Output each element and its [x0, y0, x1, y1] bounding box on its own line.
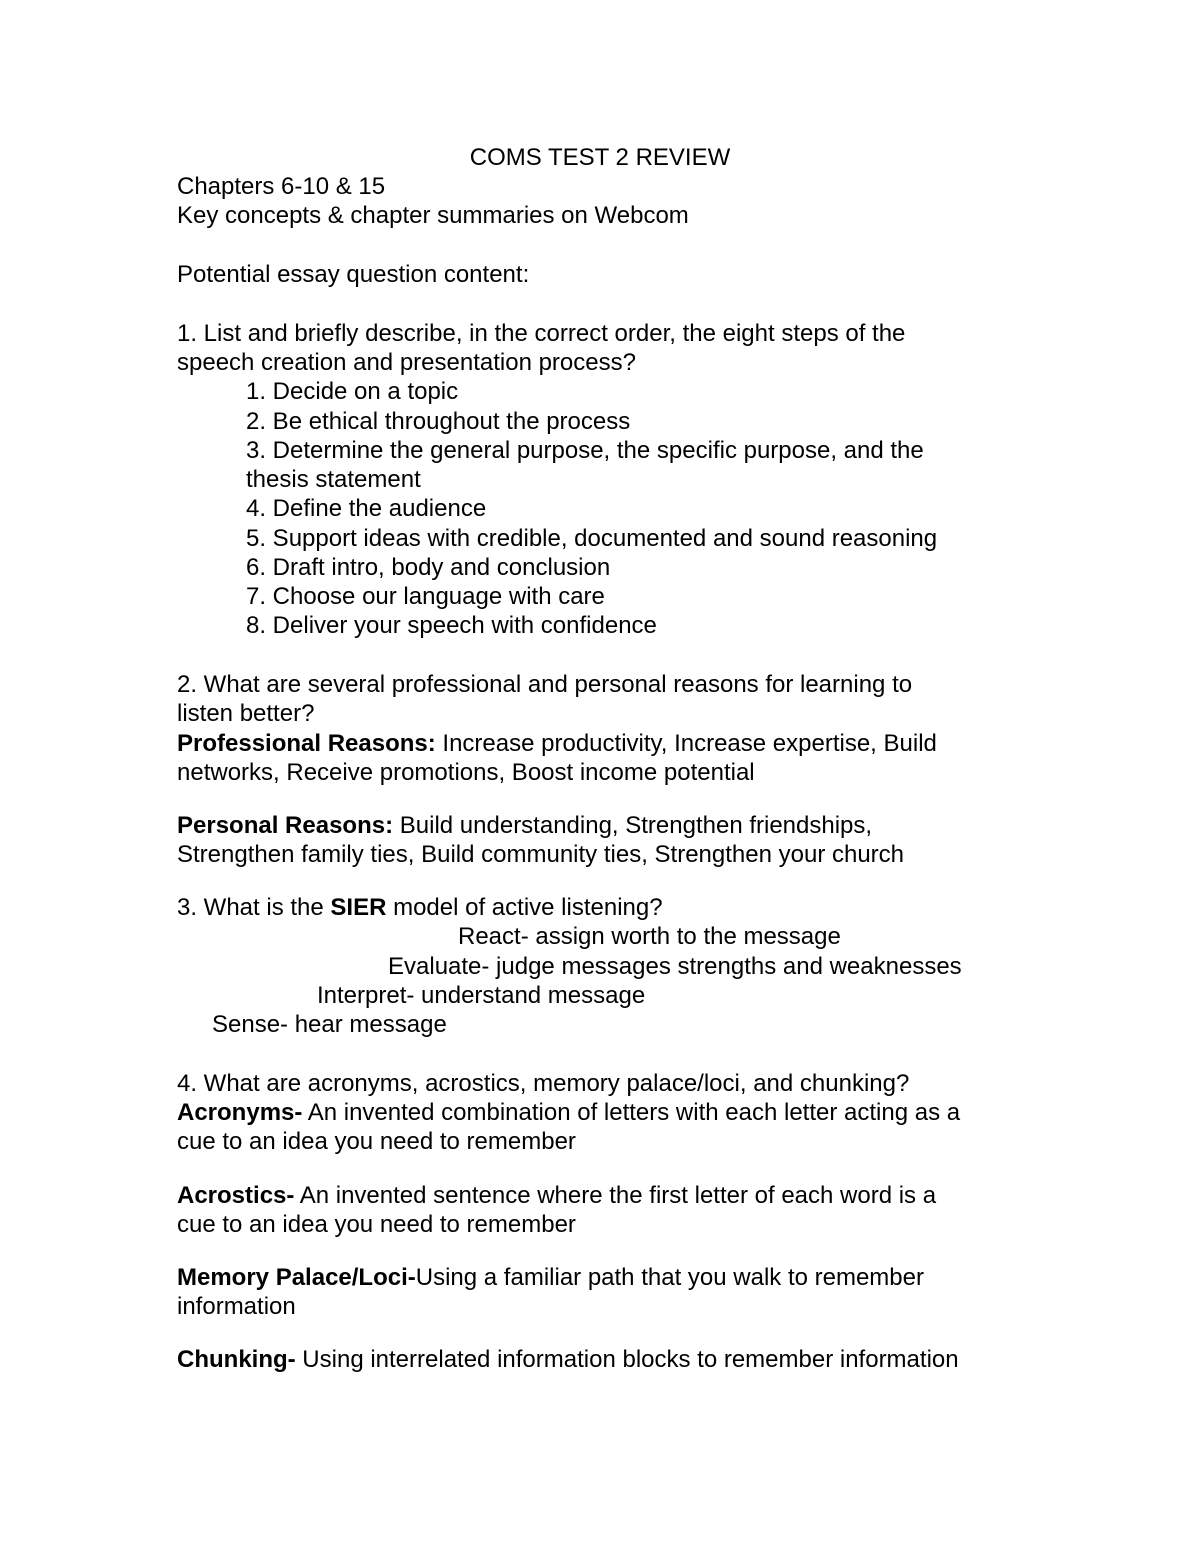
professional-reasons-label: Professional Reasons:	[177, 730, 436, 757]
sier-react: React- assign worth to the message	[458, 923, 841, 950]
acrostics-label: Acrostics-	[177, 1182, 295, 1209]
acronyms-line1	[177, 1098, 960, 1127]
q3-question	[177, 893, 663, 922]
q1-question-line1: 1. List and briefly describe, in the correct order, the eight steps of the	[177, 320, 906, 347]
professional-reasons-line1	[177, 729, 937, 758]
chapters-line: Chapters 6-10 & 15	[177, 173, 386, 200]
document-title: COMS TEST 2 REVIEW	[469, 144, 731, 171]
sier-interpret: Interpret- understand message	[317, 982, 646, 1009]
q1-step: 5. Support ideas with credible, documented and sound reasoning	[246, 525, 938, 552]
key-concepts-line: Key concepts & chapter summaries on Webcom	[177, 202, 689, 229]
chunking-text: Using interrelated information blocks to remember information	[295, 1346, 959, 1373]
memory-palace-label: Memory Palace/Loci-	[177, 1264, 416, 1291]
professional-reasons-text: Increase productivity, Increase expertise, Build	[435, 730, 937, 757]
q2-question-line2: listen better?	[177, 700, 315, 727]
personal-reasons-line1	[177, 811, 872, 840]
q1-step: 4. Define the audience	[246, 495, 487, 522]
acrostics-line2: cue to an idea you need to remember	[177, 1211, 576, 1238]
memory-palace-line2: information	[177, 1293, 296, 1320]
sier-term: SIER	[330, 894, 387, 921]
q3-question-pre: 3. What is the	[177, 894, 331, 921]
q1-step: 6. Draft intro, body and conclusion	[246, 554, 611, 581]
q2-question-line1: 2. What are several professional and personal reasons for learning to	[177, 671, 913, 698]
q1-step: 1. Decide on a topic	[246, 378, 459, 405]
q3-question-post: model of active listening?	[386, 894, 663, 921]
q1-step: 8. Deliver your speech with confidence	[246, 612, 657, 639]
q1-step: 7. Choose our language with care	[246, 583, 605, 610]
memory-palace-line1	[177, 1263, 924, 1292]
q1-question-line2: speech creation and presentation process?	[177, 349, 636, 376]
q1-step-continuation: thesis statement	[246, 466, 421, 493]
personal-reasons-text: Build understanding, Strengthen friendships,	[393, 812, 873, 839]
intro-line: Potential essay question content:	[177, 261, 530, 288]
acrostics-line1	[177, 1181, 936, 1210]
q1-step: 2. Be ethical throughout the process	[246, 408, 631, 435]
acrostics-text: An invented sentence where the first letter of each word is a	[294, 1182, 937, 1209]
acronyms-line2: cue to an idea you need to remember	[177, 1128, 576, 1155]
personal-reasons-label: Personal Reasons:	[177, 812, 394, 839]
acronyms-text: An invented combination of letters with each letter acting as a	[302, 1099, 961, 1126]
chunking-line	[177, 1345, 959, 1374]
q4-question: 4. What are acronyms, acrostics, memory palace/loci, and chunking?	[177, 1070, 910, 1097]
professional-reasons-line2: networks, Receive promotions, Boost income potential	[177, 759, 755, 786]
acronyms-label: Acronyms-	[177, 1099, 303, 1126]
chunking-label: Chunking-	[177, 1346, 296, 1373]
sier-sense: Sense- hear message	[212, 1011, 447, 1038]
q1-step: 3. Determine the general purpose, the specific purpose, and the	[246, 437, 924, 464]
personal-reasons-line2: Strengthen family ties, Build community ties, Strengthen your church	[177, 841, 905, 868]
memory-palace-text: Using a familiar path that you walk to remember	[415, 1264, 924, 1291]
sier-evaluate: Evaluate- judge messages strengths and weaknesses	[388, 953, 962, 980]
